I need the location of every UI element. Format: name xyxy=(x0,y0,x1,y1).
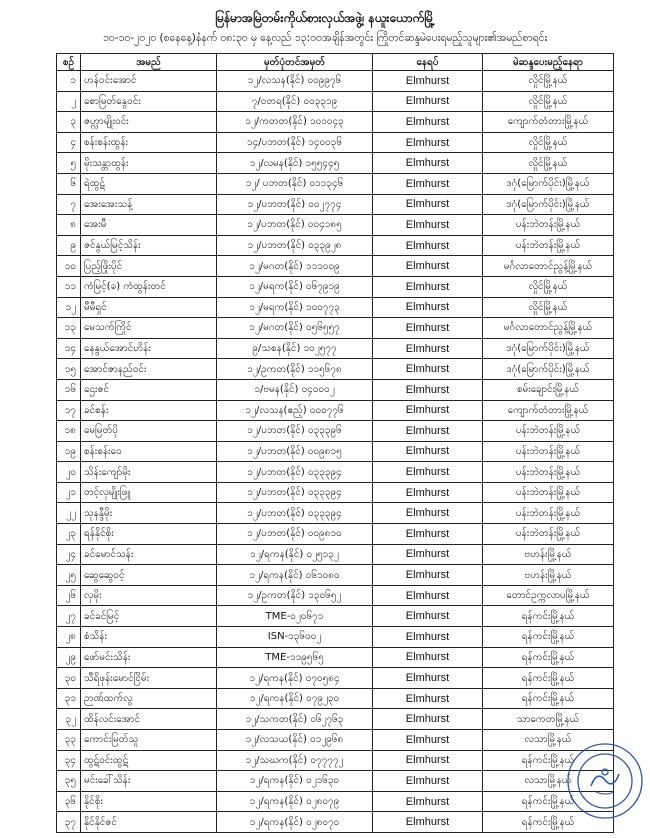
residence: Elmhurst xyxy=(373,709,483,730)
voter-name: ခင်မောင်သန်း xyxy=(81,544,217,565)
row-number: ၅ xyxy=(57,153,81,174)
residence: Elmhurst xyxy=(373,462,483,483)
voting-township: ပန်းဘဲတန်းမြို့နယ် xyxy=(483,441,614,462)
voter-name: နေနွယ်အောင်ဟိန်း xyxy=(81,338,217,359)
residence: Elmhurst xyxy=(373,668,483,689)
voter-name: စန်းစန်းဝေ xyxy=(81,441,217,462)
voter-name: လှမိုး xyxy=(81,585,217,606)
table-row xyxy=(57,400,614,421)
registration-number: ၁၂/လသန(နိုင်) ၀၀၉၉၇၆ xyxy=(217,71,373,92)
voting-township: ရန်ကင်းမြို့နယ် xyxy=(483,750,614,771)
row-number: ၇ xyxy=(57,194,81,215)
voter-name: ခင်စန်း xyxy=(81,400,217,421)
voting-township: လသာမြို့နယ် xyxy=(483,730,614,751)
row-number: ၁၁ xyxy=(57,276,81,297)
voter-name: ကောင်းမြတ်သူ xyxy=(81,730,217,751)
residence: Elmhurst xyxy=(373,627,483,648)
table-row xyxy=(57,709,614,730)
table-header-row xyxy=(57,54,614,71)
residence: Elmhurst xyxy=(373,585,483,606)
table-body xyxy=(57,71,614,833)
table-row xyxy=(57,173,614,194)
residence: Elmhurst xyxy=(373,379,483,400)
table-row xyxy=(57,318,614,339)
col-header-id: မှတ်ပုံတင်အမှတ် xyxy=(217,54,373,71)
residence: Elmhurst xyxy=(373,215,483,236)
registration-number: ၁/ဗမန(နိုင်) ၀၄၀၀၀၂ xyxy=(217,379,373,400)
voter-name: မင်းခေါ်သိန်း xyxy=(81,771,217,792)
voter-name: သိန်းကျော်မိုး xyxy=(81,462,217,483)
table-row xyxy=(57,359,614,380)
table-row xyxy=(57,647,614,668)
page-title: မြန်မာအမြဲတမ်းကိုယ်စားလှယ်အဖွဲ့၊ နယူးယောက်မြို့ xyxy=(215,11,435,25)
voter-name: မေသက်ကြိုင် xyxy=(81,318,217,339)
voting-township: ပန်းဘဲတန်းမြို့နယ် xyxy=(483,421,614,442)
page-subtitle: ၁၀-၁၀-၂၀၂၀ (စနေနေ့)နံနက် ၀၈:၃၀ မှ နေ့လည် ၁၃:၀၀အချိန်အတွင်း ကြိုတင်ဆန္ဒမဲပေးရမည့်သူများ၏အမည်စာရင်း xyxy=(102,32,548,44)
row-number: ၂၂ xyxy=(57,503,81,524)
table-row xyxy=(57,91,614,112)
registration-number: ၁၂/သဃက(နိုင်) ၀၇၇၇၇၂ xyxy=(217,750,373,771)
residence: Elmhurst xyxy=(373,730,483,751)
registration-number: ၁၂/လမန(နိုင်) ၁၅၅၄၄၅ xyxy=(217,153,373,174)
voter-name: မီမီရှင် xyxy=(81,297,217,318)
voting-township: ပန်းဘဲတန်းမြို့နယ် xyxy=(483,503,614,524)
registration-number: ၁၂/ကတတ(နိုင်) ၁၀၁၀၄၃ xyxy=(217,112,373,133)
table-row xyxy=(57,812,614,833)
registration-number: ၁၂/ရကန(နိုင်) ၀၇၉၂၃၀ xyxy=(217,688,373,709)
registration-number: ၁၂/မရက(နိုင်) ၀၆၇၉၁၉ xyxy=(217,276,373,297)
residence: Elmhurst xyxy=(373,194,483,215)
residence: Elmhurst xyxy=(373,688,483,709)
row-number: ၃၆ xyxy=(57,791,81,812)
voting-township: ဒဂုံ(မြောက်ပိုင်း)မြို့နယ် xyxy=(483,194,614,215)
col-header-voting-location: မဲဆန္ဒပေးမည့်နေရာ xyxy=(483,54,614,71)
voter-name: နိုင်စိုး xyxy=(81,791,217,812)
registration-number: ၁၂/ရကန(နိုင်) ၀၂၈၀၇၉ xyxy=(217,791,373,812)
residence: Elmhurst xyxy=(373,565,483,586)
registration-number: ၁၂/မဂတ(နိုင်) ၁၁၁၀၀၉ xyxy=(217,256,373,277)
residence: Elmhurst xyxy=(373,71,483,92)
row-number: ၈ xyxy=(57,215,81,236)
registration-number: ၁၂/ရကန(နိုင်) ၀၂၁၆၃၀ xyxy=(217,771,373,792)
table-row xyxy=(57,235,614,256)
table-row xyxy=(57,71,614,92)
row-number: ၃၄ xyxy=(57,750,81,771)
residence: Elmhurst xyxy=(373,359,483,380)
voting-township: လှိုင်မြို့နယ် xyxy=(483,71,614,92)
residence: Elmhurst xyxy=(373,112,483,133)
row-number: ၃၂ xyxy=(57,709,81,730)
row-number: ၁၆ xyxy=(57,379,81,400)
residence: Elmhurst xyxy=(373,235,483,256)
residence: Elmhurst xyxy=(373,173,483,194)
voting-township: ဗဟန်းမြို့နယ် xyxy=(483,544,614,565)
voting-township: လှိုင်မြို့နယ် xyxy=(483,132,614,153)
table-row xyxy=(57,771,614,792)
registration-number: ၁၂/ပဘတ(နိုင်) ၀၀၂၇၇၄ xyxy=(217,194,373,215)
residence: Elmhurst xyxy=(373,647,483,668)
voter-name: အောင်ဇာနည်ဝင်း xyxy=(81,359,217,380)
voting-township: လှိုင်မြို့နယ် xyxy=(483,276,614,297)
residence: Elmhurst xyxy=(373,812,483,833)
voter-name: ဌေးဇင် xyxy=(81,379,217,400)
voter-name: ဆွေဆွေဝင့် xyxy=(81,565,217,586)
row-number: ၃ xyxy=(57,112,81,133)
row-number: ၃၇ xyxy=(57,812,81,833)
voter-name: တင့်လှမျိုးဖြူ xyxy=(81,482,217,503)
table-row xyxy=(57,256,614,277)
residence: Elmhurst xyxy=(373,544,483,565)
table-row xyxy=(57,606,614,627)
registration-number: ၁၂/ပဘတ(နိုင်) ၀၃၃၃၉၄ xyxy=(217,462,373,483)
voting-township: လှိုင်မြို့နယ် xyxy=(483,91,614,112)
residence: Elmhurst xyxy=(373,132,483,153)
residence: Elmhurst xyxy=(373,338,483,359)
voting-township: ဒဂုံ(မြောက်ပိုင်း)မြို့နယ် xyxy=(483,338,614,359)
voting-township: ရန်ကင်းမြို့နယ် xyxy=(483,812,614,833)
col-header-number: စဉ် xyxy=(57,54,81,71)
voting-township: တောင်ဥက္ကလာပမြို့နယ် xyxy=(483,585,614,606)
row-number: ၁၄ xyxy=(57,338,81,359)
voting-township: သာကေတမြို့နယ် xyxy=(483,709,614,730)
row-number: ၁၂ xyxy=(57,297,81,318)
voter-name: သီရိဖုန်းမောင်ငြိမ်း xyxy=(81,668,217,689)
row-number: ၂၄ xyxy=(57,544,81,565)
voting-township: ရန်ကင်းမြို့နယ် xyxy=(483,688,614,709)
row-number: ၂ xyxy=(57,91,81,112)
row-number: ၁၇ xyxy=(57,400,81,421)
voting-township: ပန်းဘဲတန်းမြို့နယ် xyxy=(483,524,614,545)
registration-number: TME-၁၁၉၅၆၅ xyxy=(217,647,373,668)
registration-number: ၁၂/ပဘတ(နိုင်) ၀၀၉၈၁၀ xyxy=(217,524,373,545)
registration-number: ၁၂/ဥကတ(နိုင်) ၁၁၅၆၇၈ xyxy=(217,359,373,380)
residence: Elmhurst xyxy=(373,524,483,545)
voter-name: ပြည့်ဖြိုးပိုင် xyxy=(81,256,217,277)
registration-number: ၁၂/ပဘတ(နိုင်) ၀၃၃၃၉၆ xyxy=(217,421,373,442)
table-row xyxy=(57,421,614,442)
row-number: ၂၀ xyxy=(57,462,81,483)
table-row xyxy=(57,668,614,689)
voter-name: ဇင်နွယ်မြင့်သိန်း xyxy=(81,235,217,256)
voter-name: အေးမီ xyxy=(81,215,217,236)
table-row xyxy=(57,153,614,174)
table-row xyxy=(57,585,614,606)
voter-name: မေမြတ်ပို xyxy=(81,421,217,442)
table-row xyxy=(57,112,614,133)
voter-name: ကံမြင့်(ခ) ကံထွန်းတင် xyxy=(81,276,217,297)
residence: Elmhurst xyxy=(373,400,483,421)
residence: Elmhurst xyxy=(373,256,483,277)
registration-number: ၁၂/ရကန(နိုင်) ၀၆၁၀၈၀ xyxy=(217,565,373,586)
voter-name: ရန်နိုင်စိုး xyxy=(81,524,217,545)
voting-township: မင်္ဂလာတောင်ညွန့်မြို့နယ် xyxy=(483,256,614,277)
row-number: ၁ xyxy=(57,71,81,92)
voting-township: ဗဟန်းမြို့နယ် xyxy=(483,565,614,586)
registration-number: ၁၂/ရကန(နိုင်) ၀၂၈၀၇၀ xyxy=(217,812,373,833)
registration-number: ၁၂/ပဘတ(နိုင်) ၀၃၃၃၉၄ xyxy=(217,503,373,524)
col-header-name: အမည် xyxy=(81,54,217,71)
voting-township: ပန်းဘဲတန်းမြို့နယ် xyxy=(483,462,614,483)
row-number: ၃၃ xyxy=(57,730,81,751)
voting-township: ကျောက်တံတားမြို့နယ် xyxy=(483,112,614,133)
table-row xyxy=(57,215,614,236)
voter-name: ရဲထွဋ် xyxy=(81,173,217,194)
voter-list-table xyxy=(56,53,614,833)
voting-township: ရန်ကင်းမြို့နယ် xyxy=(483,791,614,812)
row-number: ၄ xyxy=(57,132,81,153)
registration-number: ၁၂/မဂတ(နိုင်) ၀၅၆၅၅၇ xyxy=(217,318,373,339)
table-row xyxy=(57,791,614,812)
registration-number: ၁၂/ပဘတ(နိုင်) ၀၃၃၃၉၄ xyxy=(217,482,373,503)
row-number: ၂၁ xyxy=(57,482,81,503)
voting-township: ပန်းဘဲတန်းမြို့နယ် xyxy=(483,235,614,256)
voting-township: ဒဂုံ(မြောက်ပိုင်း)မြို့နယ် xyxy=(483,359,614,380)
table-row xyxy=(57,379,614,400)
table-row xyxy=(57,544,614,565)
registration-number: ၁၂/ပဘတ(နိုင်) ၀၀၄၁၈၅ xyxy=(217,215,373,236)
registration-number: TME-၀၂၀၆၇၁ xyxy=(217,606,373,627)
table-row xyxy=(57,276,614,297)
table-row xyxy=(57,441,614,462)
table-row xyxy=(57,750,614,771)
row-number: ၂၃ xyxy=(57,524,81,545)
residence: Elmhurst xyxy=(373,297,483,318)
row-number: ၁၈ xyxy=(57,421,81,442)
table-row xyxy=(57,338,614,359)
registration-number: ၁၂/ရကန(နိုင်) ၀၇၀၅၈၄ xyxy=(217,668,373,689)
registration-number: ၁၂/ပဘတ(နိုင်) ၀၀၉၈၁၅ xyxy=(217,441,373,462)
table-row xyxy=(57,462,614,483)
row-number: ၉ xyxy=(57,235,81,256)
table-row xyxy=(57,524,614,545)
table-row xyxy=(57,565,614,586)
voter-name: ဟန်ဝင်းအောင် xyxy=(81,71,217,92)
row-number: ၃၅ xyxy=(57,771,81,792)
voter-name: ခင်ခင်မြင့် xyxy=(81,606,217,627)
row-number: ၃၀ xyxy=(57,668,81,689)
residence: Elmhurst xyxy=(373,482,483,503)
row-number: ၂၉ xyxy=(57,647,81,668)
voting-township: ကျောက်တံတားမြို့နယ် xyxy=(483,400,614,421)
residence: Elmhurst xyxy=(373,421,483,442)
table-row xyxy=(57,482,614,503)
voter-name: နိုင်နိုင်ဇင် xyxy=(81,812,217,833)
registration-number: ၁၂/ရကန(နိုင်) ၀၂၅၁၃၂ xyxy=(217,544,373,565)
row-number: ၂၆ xyxy=(57,585,81,606)
residence: Elmhurst xyxy=(373,91,483,112)
voter-name: ဖော်မင်းသိန်း xyxy=(81,647,217,668)
residence: Elmhurst xyxy=(373,750,483,771)
voter-name: သုနန္ဒီမိုး xyxy=(81,503,217,524)
residence: Elmhurst xyxy=(373,771,483,792)
residence: Elmhurst xyxy=(373,606,483,627)
voter-name: ဉာဏ်ထက်လွ xyxy=(81,688,217,709)
voting-township: ရန်ကင်းမြို့နယ် xyxy=(483,647,614,668)
voting-township: ပန်းဘဲတန်းမြို့နယ် xyxy=(483,215,614,236)
registration-number: ၁၂/လသန(ဧည့်) ၀၀၀၇၇၆ xyxy=(217,400,373,421)
voter-name: ဇဟ္လာမျိုးဝင်း xyxy=(81,112,217,133)
residence: Elmhurst xyxy=(373,791,483,812)
voting-township: ရန်ကင်းမြို့နယ် xyxy=(483,627,614,648)
voting-township: ရန်ကင်းမြို့နယ် xyxy=(483,606,614,627)
registration-number: ၁၂/ဥကတ(နိုင်) ၁၃၀၆၅၂ xyxy=(217,585,373,606)
voter-name: စောမြတ်နွေဝင်း xyxy=(81,91,217,112)
registration-number: ၁၂/မရက(နိုင်) ၁၀၀၇၇၃ xyxy=(217,297,373,318)
table-row xyxy=(57,297,614,318)
row-number: ၁၉ xyxy=(57,441,81,462)
registration-number: ISN-၁၃၆၀၀၂ xyxy=(217,627,373,648)
residence: Elmhurst xyxy=(373,441,483,462)
voting-township: ဒဂုံ(မြောက်ပိုင်း)မြို့နယ် xyxy=(483,173,614,194)
voter-name: ထွဋ်ဝင်းထွဋ် xyxy=(81,750,217,771)
registration-number: ၉/သစန(နိုင်) ၁၀၂၅၇၇ xyxy=(217,338,373,359)
voter-name: မိုးသန္တာထွန်း xyxy=(81,153,217,174)
table-row xyxy=(57,132,614,153)
residence: Elmhurst xyxy=(373,318,483,339)
voting-township: စမ်းချောင်းမြို့နယ် xyxy=(483,379,614,400)
registration-number: ၁၂/သကတ(နိုင်) ၀၆၂၇၆၃ xyxy=(217,709,373,730)
voting-township: ရန်ကင်းမြို့နယ် xyxy=(483,668,614,689)
registration-number: ၁၄/ပဘတ(နိုင်) ၁၄၀၀၃၆ xyxy=(217,132,373,153)
embassy-seal-stamp xyxy=(566,742,644,820)
registration-number: ၁၂/ပဘတ(နိုင်) ၀၃၃၉၂၈ xyxy=(217,235,373,256)
row-number: ၁၃ xyxy=(57,318,81,339)
voter-name: အေးအေးသန့် xyxy=(81,194,217,215)
row-number: ၁၅ xyxy=(57,359,81,380)
table-row xyxy=(57,627,614,648)
registration-number: ၁၂/လသယ(နိုင်) ၀၁၂၉၆၈ xyxy=(217,730,373,751)
row-number: ၂၇ xyxy=(57,606,81,627)
voting-township: မင်္ဂလာတောင်ညွန့်မြို့နယ် xyxy=(483,318,614,339)
voter-name: စံသိန်း xyxy=(81,627,217,648)
voting-township: လှိုင်မြို့နယ် xyxy=(483,297,614,318)
row-number: ၆ xyxy=(57,173,81,194)
row-number: ၁၀ xyxy=(57,256,81,277)
row-number: ၂၈ xyxy=(57,627,81,648)
registration-number: ၁၂/ ပဘတ(နိုင်) ၀၁၁၃၄၆ xyxy=(217,173,373,194)
residence: Elmhurst xyxy=(373,276,483,297)
voting-township: လှိုင်မြို့နယ် xyxy=(483,153,614,174)
voting-township: ပန်းဘဲတန်းမြို့နယ် xyxy=(483,482,614,503)
residence: Elmhurst xyxy=(373,503,483,524)
col-header-residence: နေရပ် xyxy=(373,54,483,71)
residence: Elmhurst xyxy=(373,153,483,174)
voting-township: လသာမြို့နယ် xyxy=(483,771,614,792)
registration-number: ၇/ဝတရ(နိုင်) ၀၀၃၃၁၉ xyxy=(217,91,373,112)
table-row xyxy=(57,688,614,709)
table-row xyxy=(57,194,614,215)
table-row xyxy=(57,503,614,524)
voter-name: ထိန်လင်းအောင် xyxy=(81,709,217,730)
row-number: ၃၁ xyxy=(57,688,81,709)
voter-name: စန်းစန်းထွန်း xyxy=(81,132,217,153)
table-row xyxy=(57,730,614,751)
row-number: ၂၅ xyxy=(57,565,81,586)
